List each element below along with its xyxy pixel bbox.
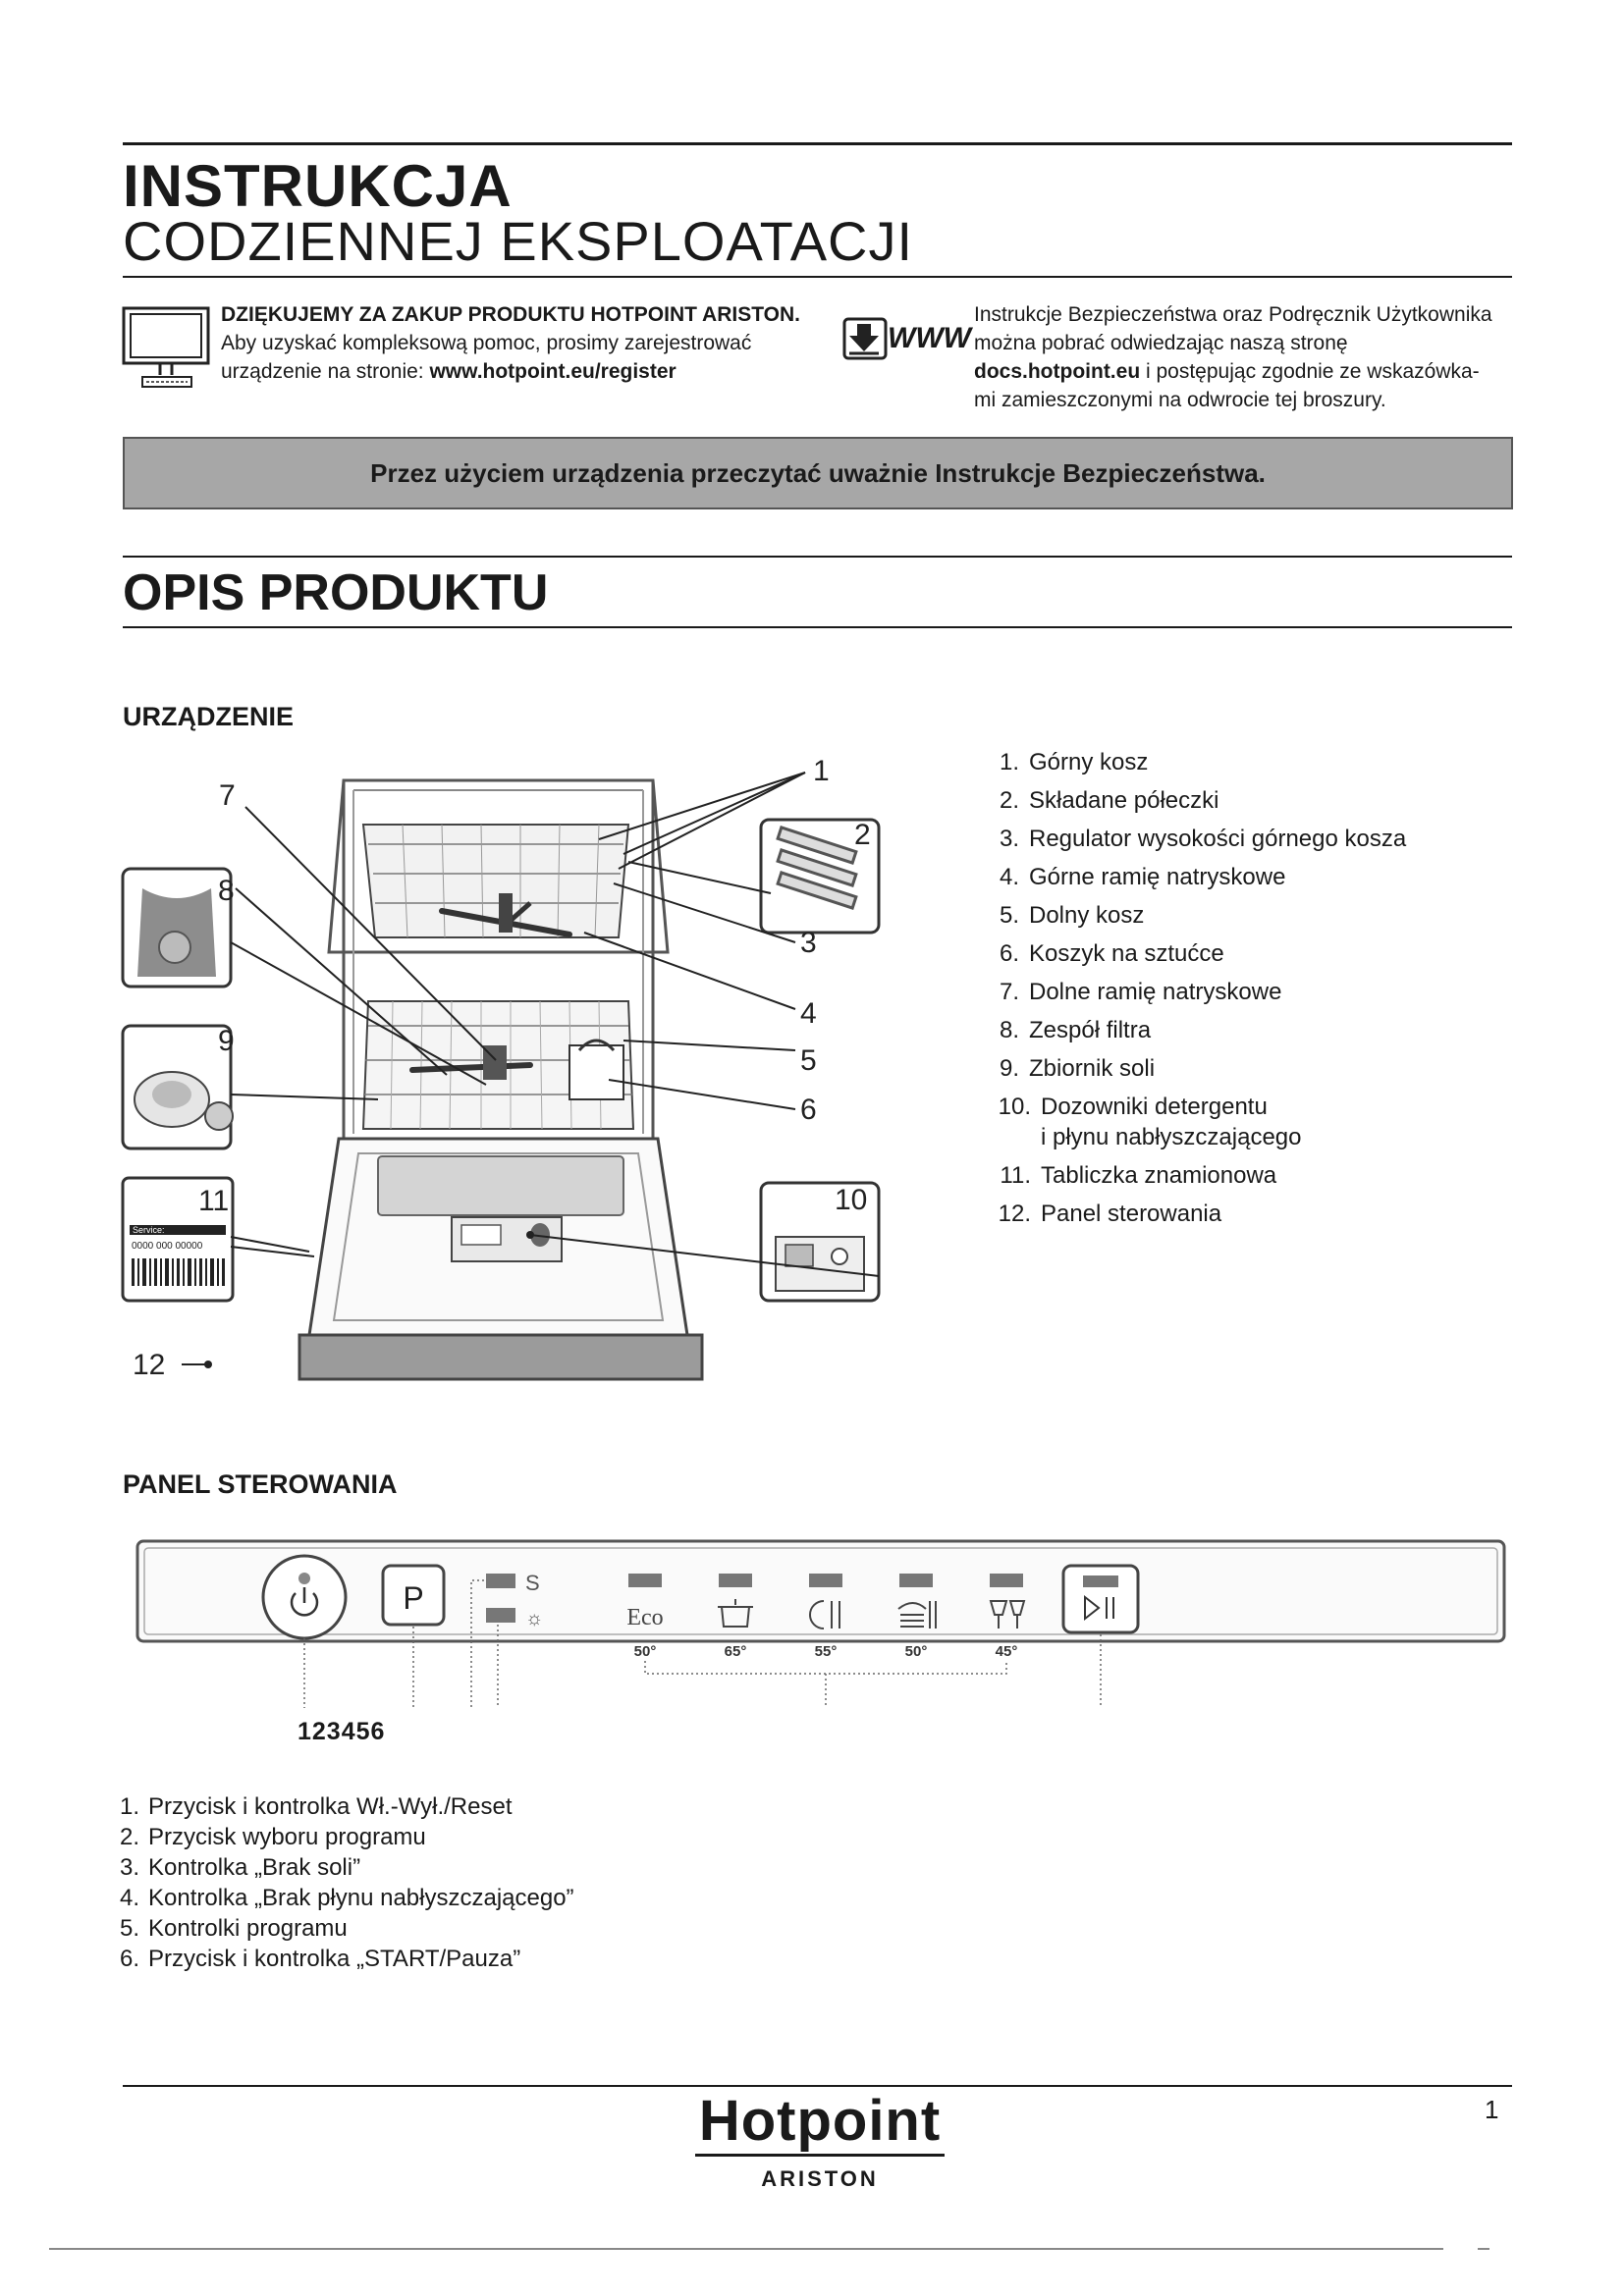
brand-underline [695, 2154, 945, 2157]
title-rule [123, 276, 1512, 278]
legend-item: 6. Koszyk na sztućce [999, 940, 1224, 967]
eco-icon: Eco [626, 1605, 664, 1630]
legend-item: 1. Przycisk i kontrolka Wł.-Wył./Reset [119, 1793, 513, 1820]
intro-left-text [221, 300, 830, 386]
bottom-rule [49, 2248, 1443, 2250]
salt-symbol: S [525, 1571, 540, 1595]
callout-8: 8 [218, 875, 235, 907]
page-title: INSTRUKCJA [123, 153, 513, 219]
intro-line: Aby uzyskać kompleksową pomoc, prosimy zarejestrować [221, 332, 752, 354]
legend-item: 11. Tabliczka znamionowa [1000, 1162, 1277, 1189]
control-panel-heading: PANEL STEROWANIA [123, 1469, 398, 1499]
program-temp: 45° [995, 1643, 1018, 1660]
callout-2: 2 [854, 819, 871, 851]
rating-plate-number: 0000 000 00000 [132, 1241, 203, 1252]
callout-9: 9 [218, 1025, 235, 1057]
docs-link[interactable]: docs.hotpoint.eu [974, 360, 1141, 383]
legend-item: 2. Przycisk wyboru programu [119, 1824, 426, 1850]
legend-item: 1. Górny kosz [999, 749, 1149, 775]
section-rule-top [123, 556, 1512, 558]
legend-item: 9. Zbiornik soli [999, 1055, 1156, 1082]
page-number: 1 [1485, 2095, 1499, 2124]
program-temp: 55° [814, 1643, 838, 1660]
appliance-legend [990, 743, 1540, 1233]
intro-heading: DZIĘKUJEMY ZA ZAKUP PRODUKTU HOTPOINT ARISTON. [221, 303, 800, 326]
program-temp: 65° [724, 1643, 747, 1660]
legend-item: 4. Kontrolka „Brak płynu nabłyszczającego” [119, 1885, 574, 1911]
program-button-label: P [403, 1580, 424, 1616]
section-title: OPIS PRODUKTU [123, 564, 549, 621]
legend-item: 3. Regulator wysokości górnego kosza [999, 826, 1407, 852]
callout-5: 5 [800, 1044, 817, 1077]
brand-logo [687, 2089, 952, 2192]
register-link[interactable]: www.hotpoint.eu/register [429, 360, 677, 383]
callout-10: 10 [835, 1184, 868, 1216]
brand-subname: ARISTON [761, 2166, 879, 2191]
legend-item: 6. Przycisk i kontrolka „START/Pauza” [119, 1946, 521, 1972]
intro-line: można pobrać odwiedzając naszą stronę [974, 332, 1348, 354]
callout-12: 12 [133, 1349, 166, 1381]
legend-item: 12. Panel sterowania [998, 1201, 1222, 1227]
rating-plate-label: Service: [133, 1225, 165, 1235]
legend-item: 10. Dozowniki detergentu i płynu nabłyszczającego [998, 1094, 1302, 1150]
callout-3: 3 [800, 927, 817, 959]
page-subtitle: CODZIENNEJ EKSPLOATACJI [123, 210, 914, 272]
control-panel-callouts: 123456 [298, 1718, 386, 1745]
section-rule-bottom [123, 626, 1512, 628]
intro-right-text [974, 300, 1524, 414]
legend-item: 4. Górne ramię natryskowe [999, 864, 1286, 890]
program-temp: 50° [633, 1643, 657, 1660]
legend-item: 7. Dolne ramię natryskowe [999, 979, 1282, 1005]
appliance-heading: URZĄDZENIE [123, 702, 294, 731]
computer-icon [121, 306, 211, 395]
callout-7: 7 [219, 779, 236, 812]
brand-name: Hotpoint [698, 2089, 942, 2153]
safety-banner: Przez użyciem urządzenia przeczytać uważnie Instrukcje Bezpieczeństwa. [123, 437, 1513, 509]
intro-line: urządzenie na stronie: www.hotpoint.eu/register [221, 360, 677, 383]
dishwasher-diagram [118, 746, 903, 1384]
callout-1: 1 [813, 755, 830, 787]
legend-item: 2. Składane półeczki [999, 787, 1219, 814]
callout-4: 4 [800, 997, 817, 1030]
control-panel-legend [118, 1791, 903, 1974]
legend-item: 5. Kontrolki programu [119, 1915, 348, 1942]
rinse-aid-symbol: ☼ [525, 1608, 544, 1629]
download-www-icon [842, 316, 971, 365]
intro-line: Instrukcje Bezpieczeństwa oraz Podręcznik Użytkownika [974, 303, 1492, 326]
program-temp: 50° [904, 1643, 928, 1660]
footer-rule [123, 2085, 1512, 2087]
intro-line: mi zamieszczonymi na odwrocie tej broszury. [974, 389, 1386, 411]
legend-item: 3. Kontrolka „Brak soli” [119, 1854, 361, 1881]
bottom-rule-tick [1478, 2248, 1489, 2250]
top-rule [123, 142, 1512, 145]
callout-6: 6 [800, 1094, 817, 1126]
legend-item: 8. Zespół filtra [999, 1017, 1152, 1043]
www-label: WWW [888, 322, 971, 354]
legend-item: 5. Dolny kosz [999, 902, 1145, 929]
intro-line: docs.hotpoint.eu i postępując zgodnie ze wskazówka- [974, 360, 1480, 383]
callout-11: 11 [198, 1185, 230, 1217]
